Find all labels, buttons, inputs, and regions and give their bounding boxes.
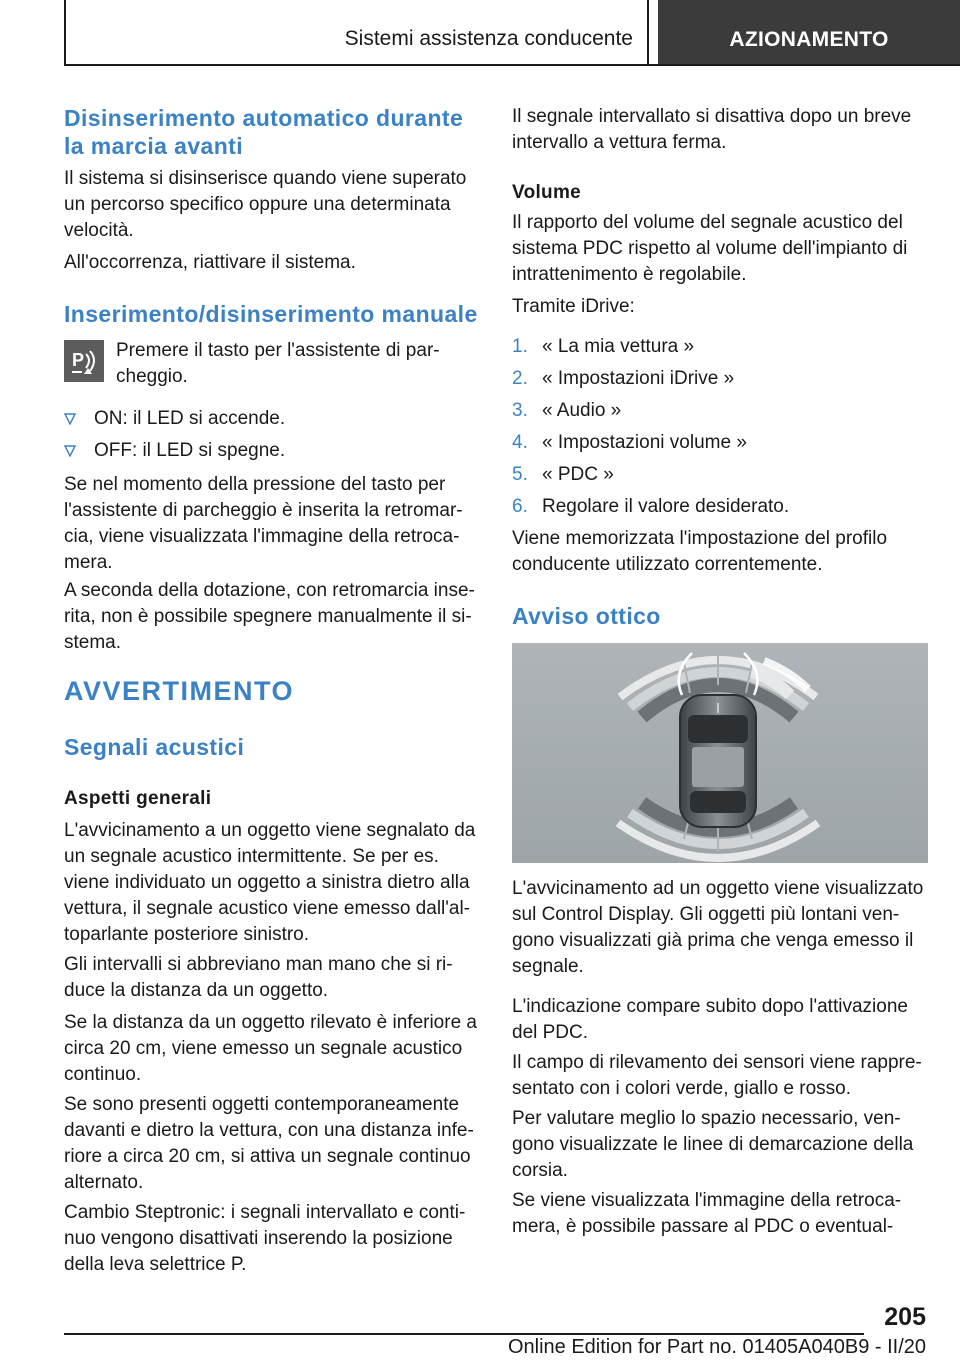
page-number: 205: [884, 1303, 926, 1331]
triangle-bullet-icon: [64, 445, 76, 457]
para-acoustic-2: Gli intervalli si abbreviano man mano che si ri-duce la distanza da un oggetto.: [64, 954, 453, 1001]
para-visual-5: Se viene visualizzata l'immagine della retroca-mera, è possibile passare al PDC o eventual-: [512, 1190, 902, 1237]
bullet-on-text: ON: il LED si accende.: [94, 408, 286, 429]
heading-warning: AVVERTIMENTO: [64, 676, 295, 706]
heading-manual: Inserimento/disinserimento manuale: [64, 301, 478, 327]
para-volume: Il rapporto del volume del segnale acustico del sistema PDC rispetto al volume dell'impianto di intrattenimento è regolabile.: [512, 212, 908, 285]
heading-general: Aspetti generali: [64, 788, 212, 809]
heading-acoustic: Segnali acustici: [64, 734, 245, 760]
para-interval: Il segnale intervallato si disattiva dopo un breve intervallo a vettura ferma.: [512, 106, 912, 153]
para-visual-4: Per valutare meglio lo spazio necessario, ven-gono visualizzate le linee di demarcazione della corsia.: [512, 1108, 914, 1181]
para-acoustic-5: Cambio Steptronic: i segnali intervallato e conti-nuo vengono disattivati inserendo la posizione della leva selettrice P.: [64, 1202, 466, 1275]
para-visual-3: Il campo di rilevamento dei sensori viene rappre-sentato con i colori verde, giallo e rosso.: [512, 1052, 922, 1099]
para-auto-off-2: All'occorrenza, riattivare il sistema.: [64, 252, 356, 273]
header-section-box: [64, 0, 649, 66]
step-number: 1.: [512, 336, 528, 357]
step-number: 3.: [512, 400, 528, 421]
header-chapter-tab: [658, 0, 960, 66]
bullet-off-text: OFF: il LED si spegne.: [94, 440, 286, 461]
footer-edition: Online Edition for Part no. 01405A040B9 - II/20: [507, 1336, 926, 1358]
step-text: « Impostazioni iDrive »: [542, 368, 735, 389]
triangle-bullet-icon: [64, 413, 76, 425]
step-number: 2.: [512, 368, 528, 389]
para-visual-1: L'avvicinamento ad un oggetto viene visualizzato sul Control Display. Gli oggetti più lontani ven-gono visualizzati già prima che venga emesso il segnale.: [512, 878, 924, 977]
header-chapter-title: AZIONAMENTO: [729, 28, 889, 51]
para-profile: Viene memorizzata l'impostazione del profilo conducente utilizzato correntemente.: [512, 528, 888, 575]
para-reverse-1: Se nel momento della pressione del tasto per l'assistente di parcheggio è inserita la retromar-cia, viene visualizzata l'immagine della retroca-mera.: [64, 474, 463, 573]
footer-rule: [64, 1333, 864, 1335]
para-acoustic-3: Se la distanza da un oggetto rilevato è inferiore a circa 20 cm, viene emesso un segnale acustico continuo.: [64, 1012, 477, 1085]
step-text: « La mia vettura »: [542, 336, 695, 357]
para-visual-2: L'indicazione compare subito dopo l'attivazione del PDC.: [512, 996, 908, 1043]
step-number: 4.: [512, 432, 528, 453]
para-auto-off-1: Il sistema si disinserisce quando viene superato un percorso specifico oppure una determinata velocità.: [64, 168, 467, 241]
step-text: « Audio »: [542, 400, 622, 421]
step-number: 5.: [512, 464, 528, 485]
svg-text:P: P: [72, 350, 85, 370]
park-assist-button-icon: [64, 340, 104, 382]
step-text: Regolare il valore desiderato.: [542, 496, 790, 517]
heading-auto-off: Disinserimento automatico durante la marcia avanti: [64, 105, 464, 159]
pdc-display-illustration: [512, 643, 928, 863]
heading-volume: Volume: [512, 182, 582, 203]
para-acoustic-1: L'avvicinamento a un oggetto viene segnalato da un segnale acustico intermittente. Se per es. viene individuato un oggetto a sinistra dietro alla vettura, il segnale acustico viene emesso dall'al-toparlante posteriore sinistro.: [64, 820, 476, 945]
header-rule: [64, 64, 960, 66]
para-press-button: Premere il tasto per l'assistente di par- cheggio.: [116, 340, 440, 387]
step-number: 6.: [512, 496, 528, 517]
step-text: « Impostazioni volume »: [542, 432, 747, 453]
header-section-title: Sistemi assistenza conducente: [344, 27, 633, 50]
para-idrive: Tramite iDrive:: [512, 296, 635, 317]
para-reverse-2: A seconda della dotazione, con retromarcia inse-rita, non è possibile spegnere manualmente il si-stema.: [64, 580, 475, 653]
heading-visual: Avviso ottico: [512, 603, 661, 629]
step-text: « PDC »: [542, 464, 614, 485]
para-acoustic-4: Se sono presenti oggetti contemporaneamente davanti e dietro la vettura, con una distanza infe-riore a circa 20 cm, si attiva un segnale continuo alternato.: [64, 1094, 474, 1193]
